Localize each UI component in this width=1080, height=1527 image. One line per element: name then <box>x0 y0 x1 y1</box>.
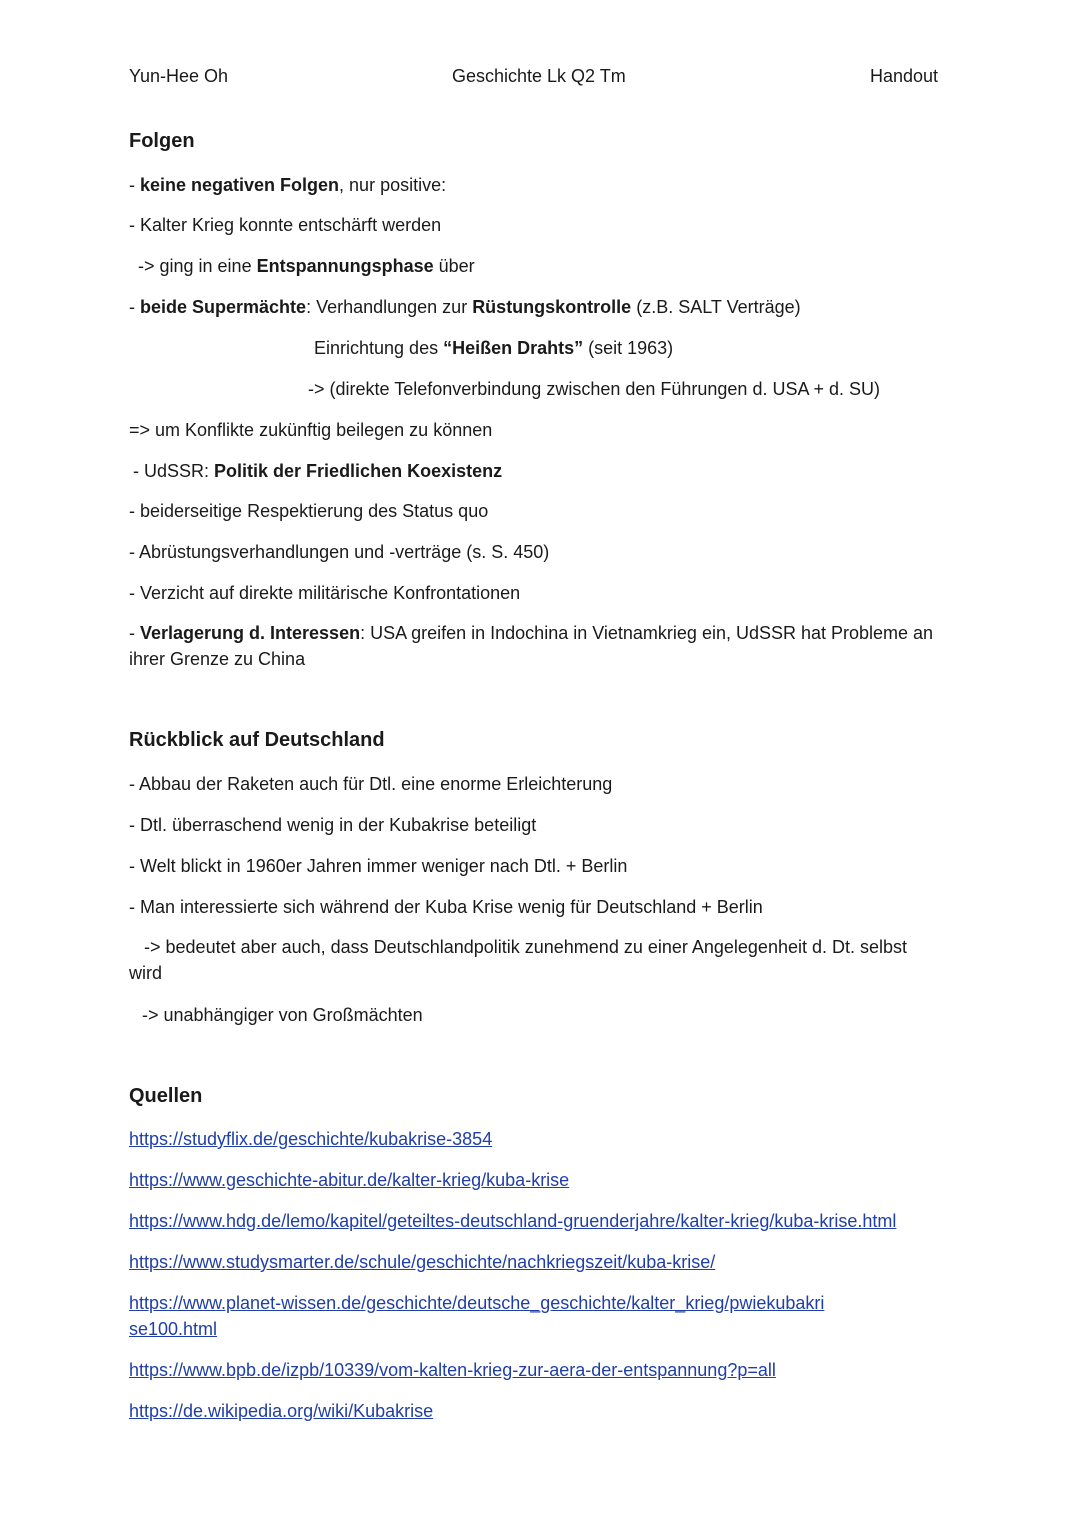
header-course: Geschichte Lk Q2 Tm <box>452 66 626 86</box>
folgen-line-11: - Verzicht auf direkte militärische Konfrontationen <box>129 583 521 603</box>
source-link[interactable]: https://www.studysmarter.de/schule/geschichte/nachkriegszeit/kuba-krise/ <box>129 1252 716 1272</box>
source-link[interactable]: https://www.planet-wissen.de/geschichte/deutsche_geschichte/kalter_krieg/pwiekubakrise100.html <box>129 1293 825 1339</box>
rueckblick-line-1: - Abbau der Raketen auch für Dtl. eine enorme Erleichterung <box>129 774 613 794</box>
folgen-line-1: - keine negativen Folgen, nur positive: <box>129 175 447 195</box>
folgen-line-6: -> (direkte Telefonverbindung zwischen den Führungen d. USA + d. SU) <box>308 379 881 399</box>
rueckblick-line-4: - Man interessierte sich während der Kuba Krise wenig für Deutschland + Berlin <box>129 897 763 917</box>
section-heading-quellen: Quellen <box>129 1085 203 1107</box>
folgen-line-5: Einrichtung des “Heißen Drahts” (seit 1963) <box>314 338 674 358</box>
source-link[interactable]: https://de.wikipedia.org/wiki/Kubakrise <box>129 1401 434 1421</box>
folgen-line-10: - Abrüstungsverhandlungen und -verträge (s. S. 450) <box>129 542 550 562</box>
folgen-line-8: - UdSSR: Politik der Friedlichen Koexistenz <box>133 461 503 481</box>
folgen-line-4: - beide Supermächte: Verhandlungen zur Rüstungskontrolle (z.B. SALT Verträge) <box>129 297 801 317</box>
header-author: Yun-Hee Oh <box>129 66 229 86</box>
folgen-line-9: - beiderseitige Respektierung des Status quo <box>129 501 489 521</box>
rueckblick-line-6: -> unabhängiger von Großmächten <box>142 1005 423 1025</box>
header-type: Handout <box>870 66 939 86</box>
rueckblick-line-3: - Welt blickt in 1960er Jahren immer weniger nach Dtl. + Berlin <box>129 856 628 876</box>
folgen-line-3: -> ging in eine Entspannungsphase über <box>138 256 475 276</box>
folgen-line-2: - Kalter Krieg konnte entschärft werden <box>129 215 442 235</box>
rueckblick-line-2: - Dtl. überraschend wenig in der Kubakrise beteiligt <box>129 815 537 835</box>
source-link[interactable]: https://www.geschichte-abitur.de/kalter-krieg/kuba-krise <box>129 1170 570 1190</box>
rueckblick-line-5: -> bedeutet aber auch, dass Deutschlandpolitik zunehmend zu einer Angelegenheit d. Dt. selbst wird <box>129 937 913 983</box>
source-link[interactable]: https://www.hdg.de/lemo/kapitel/geteiltes-deutschland-gruenderjahre/kalter-krieg/kuba-krise.html <box>129 1211 897 1231</box>
folgen-line-12: - Verlagerung d. Interessen: USA greifen in Indochina in Vietnamkrieg ein, UdSSR hat Probleme an ihrer Grenze zu China <box>129 623 934 669</box>
section-heading-rueckblick: Rückblick auf Deutschland <box>129 729 385 751</box>
folgen-line-7: => um Konflikte zukünftig beilegen zu können <box>129 420 493 440</box>
source-link[interactable]: https://www.bpb.de/izpb/10339/vom-kalten-krieg-zur-aera-der-entspannung?p=all <box>129 1360 776 1380</box>
section-heading-folgen: Folgen <box>129 130 195 152</box>
source-link[interactable]: https://studyflix.de/geschichte/kubakrise-3854 <box>129 1129 493 1149</box>
